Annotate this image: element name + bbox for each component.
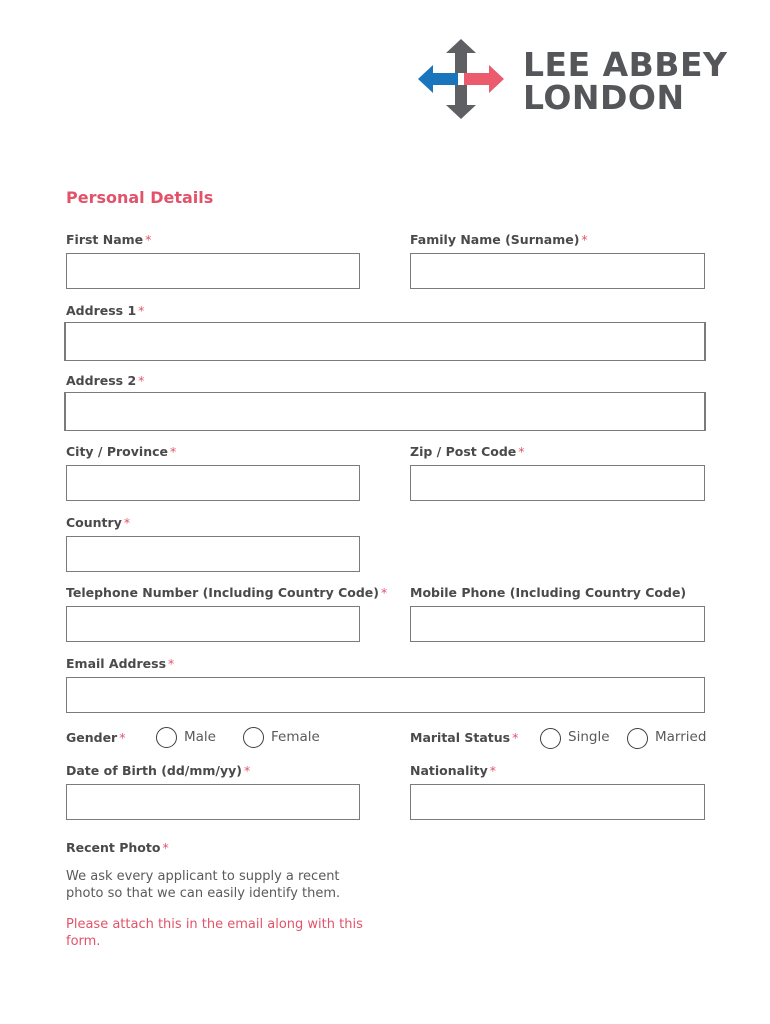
required-mark: * (119, 730, 126, 745)
first-name-input[interactable] (66, 253, 360, 289)
marital-married-radio[interactable] (627, 728, 648, 749)
recent-photo-label (66, 840, 169, 855)
marital-status-label (410, 730, 518, 745)
city-input[interactable] (66, 465, 360, 501)
photo-instruction: Please attach this in the email along with this form. (66, 917, 363, 949)
city-label-text: City / Province (66, 444, 168, 459)
gender-female-radio[interactable] (243, 727, 264, 748)
required-mark: * (138, 373, 145, 388)
city-label (66, 444, 176, 459)
recent-photo-label-text: Recent Photo (66, 840, 161, 855)
dob-label-text: Date of Birth (dd/mm/yy) (66, 763, 242, 778)
country-label (66, 515, 130, 530)
first-name-label (66, 232, 151, 247)
required-mark: * (123, 515, 131, 530)
address1-label (66, 303, 144, 318)
zip-label-text: Zip / Post Code (410, 444, 517, 459)
arrows-logo-icon (416, 37, 506, 121)
zip-label (410, 444, 525, 459)
marital-status-label-text: Marital Status (410, 730, 511, 745)
country-label-text: Country (66, 515, 122, 530)
required-mark: * (244, 763, 251, 778)
family-name-label-text: Family Name (Surname) (410, 232, 580, 247)
nationality-label-text: Nationality (410, 763, 488, 778)
required-mark: * (138, 303, 145, 318)
nationality-input[interactable] (410, 784, 705, 820)
required-mark: * (581, 232, 588, 247)
gender-male-label: Male (184, 729, 216, 745)
gender-label-text: Gender (66, 730, 118, 745)
required-mark: * (145, 232, 152, 247)
section-title: Personal Details (66, 188, 214, 207)
address2-input[interactable] (64, 392, 706, 431)
country-input[interactable] (66, 536, 360, 572)
family-name-label (410, 232, 588, 247)
email-input[interactable] (66, 677, 705, 713)
photo-note: We ask every applicant to supply a recent photo so that we can easily identify them. (66, 869, 341, 901)
logo-line-2: LONDON (523, 78, 685, 117)
dob-input[interactable] (66, 784, 360, 820)
mobile-input[interactable] (410, 606, 705, 642)
address1-input[interactable] (64, 322, 706, 361)
required-mark: * (380, 585, 388, 600)
dob-label (66, 763, 250, 778)
marital-single-label: Single (568, 729, 610, 745)
required-mark: * (489, 763, 497, 778)
gender-male-radio[interactable] (156, 727, 177, 748)
mobile-label (410, 585, 686, 600)
telephone-input[interactable] (66, 606, 360, 642)
telephone-label-text: Telephone Number (Including Country Code) (66, 585, 379, 600)
first-name-label-text: First Name (66, 232, 144, 247)
marital-married-label: Married (655, 729, 707, 745)
telephone-label (66, 585, 387, 600)
address1-label-text: Address 1 (66, 303, 137, 318)
nationality-label (410, 763, 496, 778)
gender-label (66, 730, 125, 745)
email-label-text: Email Address (66, 656, 167, 671)
address2-label-text: Address 2 (66, 373, 137, 388)
email-label (66, 656, 174, 671)
mobile-label-text: Mobile Phone (Including Country Code) (410, 585, 687, 600)
required-mark: * (169, 444, 177, 459)
required-mark: * (512, 730, 519, 745)
family-name-input[interactable] (410, 253, 705, 289)
marital-single-radio[interactable] (540, 728, 561, 749)
gender-female-label: Female (271, 729, 320, 745)
address2-label (66, 373, 144, 388)
required-mark: * (168, 656, 175, 671)
required-mark: * (518, 444, 525, 459)
logo-line-1: LEE ABBEY (523, 45, 728, 84)
zip-input[interactable] (410, 465, 705, 501)
required-mark: * (162, 840, 169, 855)
